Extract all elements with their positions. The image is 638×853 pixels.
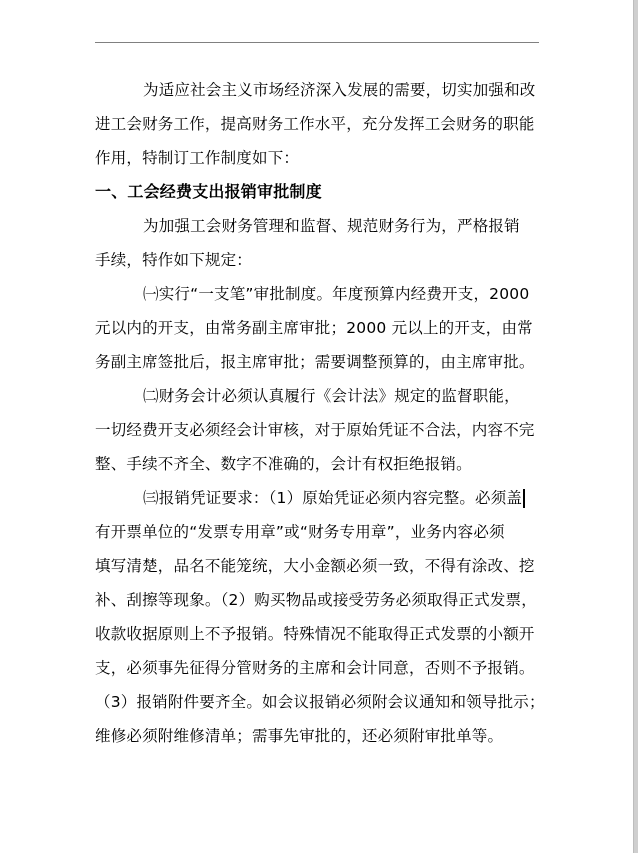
- item-1-paragraph: [95, 277, 539, 379]
- document-body[interactable]: [95, 73, 545, 753]
- text-line: 务副主席签批后，报主席审批；需要调整预算的，由主席审批。: [95, 353, 535, 371]
- text-line: 维修必须附维修清单；需事先审批的，还必须附审批单等。: [95, 727, 504, 745]
- item-2-paragraph: [95, 379, 539, 481]
- section-intro-paragraph: [95, 209, 539, 277]
- text-line-with-cursor: [95, 481, 539, 515]
- text-line: ㈠实行“一支笔”审批制度。年度预算内经费开支，2000: [143, 285, 530, 303]
- page-edge-scrollbar: [633, 0, 638, 853]
- text-line: 为适应社会主义市场经济深入发展的需要，切实加强和改: [143, 81, 536, 99]
- text-line: 作用，特制订工作制度如下：: [95, 149, 300, 167]
- header-rule: [95, 42, 539, 43]
- text-line: 一切经费开支必须经会计审核，对于原始凭证不合法，内容不完: [95, 421, 535, 439]
- text-cursor: [523, 489, 525, 508]
- text-line: 整、手续不齐全、数字不准确的，会计有权拒绝报销。: [95, 455, 472, 473]
- item-3-paragraph: [95, 481, 545, 753]
- section-heading: 一、工会经费支出报销审批制度: [95, 182, 322, 201]
- intro-paragraph: [95, 73, 539, 175]
- text-line: 手续，特作如下规定：: [95, 251, 253, 269]
- text-line: 进工会财务工作，提高财务工作水平，充分发挥工会财务的职能: [95, 115, 535, 133]
- text-line: 收款收据原则上不予报销。特殊情况不能取得正式发票的小额开: [95, 625, 535, 643]
- text-line: 补、刮擦等现象。（2）购买物品或接受劳务必须取得正式发票，: [95, 591, 537, 609]
- text-line: ㈡财务会计必须认真履行《会计法》规定的监督职能，: [143, 387, 520, 405]
- text-line: ㈢报销凭证要求：（1）原始凭证必须内容完整。必须盖: [143, 489, 523, 507]
- text-line: 支，必须事先征得分管财务的主席和会计同意，否则不予报销。: [95, 659, 535, 677]
- text-line: 为加强工会财务管理和监督、规范财务行为，严格报销: [143, 217, 520, 235]
- text-line: （3）报销附件要齐全。如会议报销必须附会议通知和领导批示；: [95, 693, 545, 711]
- text-line: 填写清楚，品名不能笼统，大小金额必须一致，不得有涂改、挖: [95, 557, 535, 575]
- text-line: 有开票单位的“发票专用章”或“财务专用章”，业务内容必须: [95, 523, 505, 541]
- text-line: 元以内的开支，由常务副主席审批；2000 元以上的开支，由常: [95, 319, 533, 337]
